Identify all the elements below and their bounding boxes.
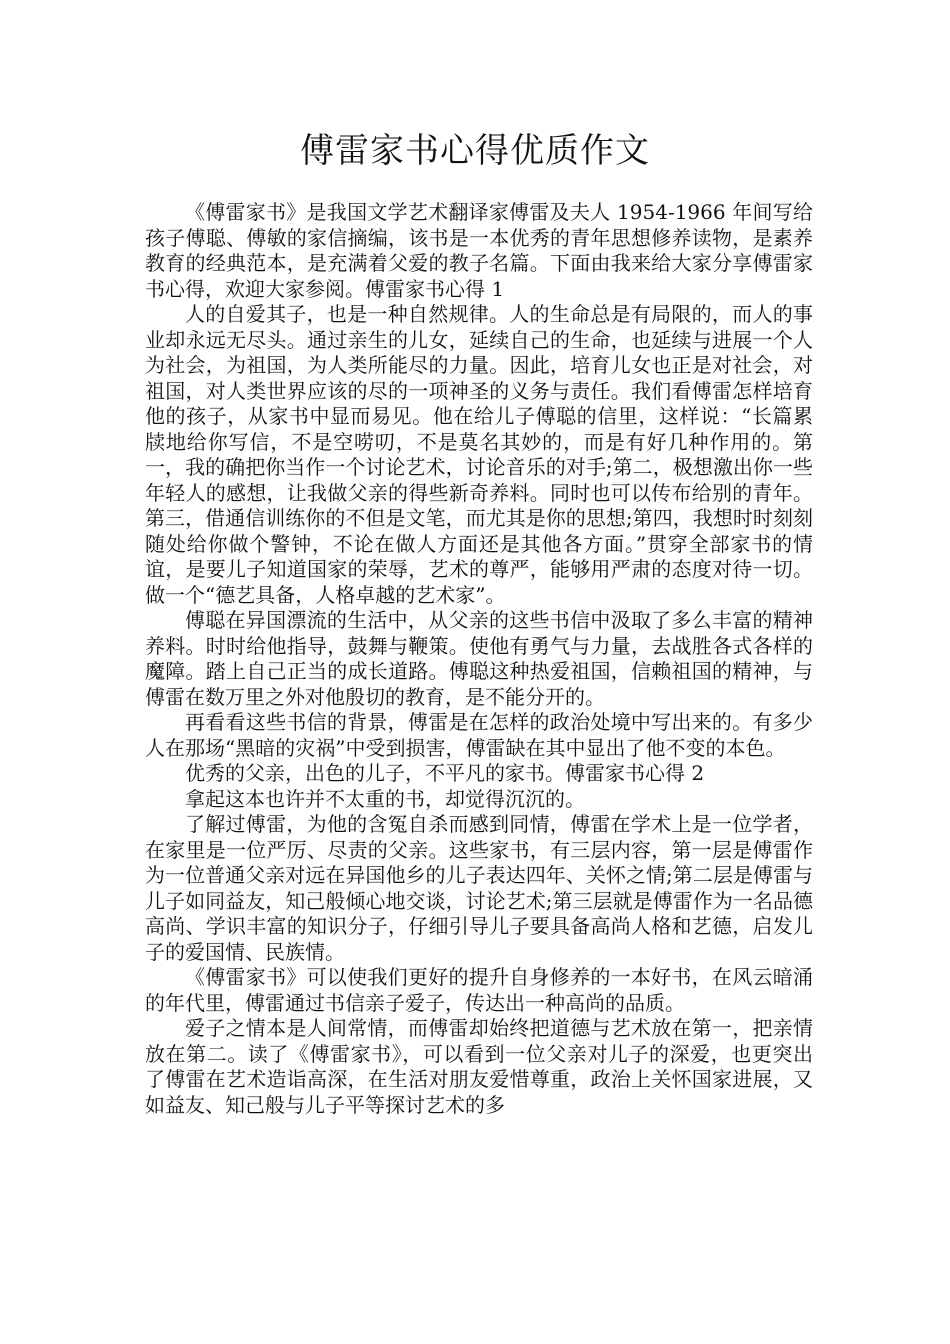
paragraph: 人的自爱其子，也是一种自然规律。人的生命总是有局限的，而人的事业却永远无尽头。通过亲生的儿女，延续自己的生命，也延续与进展一个人为社会，为祖国，为人类所能尽的力量。因此，培育儿女也正是对社会，对祖国，对人类世界应该的尽的一项神圣的义务与责任。我们看傅雷怎样培育他的孩子，从家书中显而易见。他在给儿子傅聪的信里，这样说：“长篇累牍地给你写信，不是空唠叨，不是莫名其妙的，而是有好几种作用的。第一，我的确把你当作一个讨论艺术，讨论音乐的对手;第二，极想激出你一些年轻人的感想，让我做父亲的得些新奇养料。同时也可以传布给别的青年。第三，借通信训练你的不但是文笔，而尤其是你的思想;第四，我想时时刻刻随处给你做个警钟，不论在做人方面还是其他各方面。”贯穿全部家书的情谊，是要儿子知道国家的荣辱，艺术的尊严，能够用严肃的态度对待一切。做一个“德艺具备，人格卓越的艺术家”。	[145, 302, 813, 607]
paragraph: 爱子之情本是人间常情，而傅雷却始终把道德与艺术放在第一，把亲情放在第二。读了《傅雷家书》，可以看到一位父亲对儿子的深爱，也更突出了傅雷在艺术造诣高深，在生活对朋友爱惜尊重，政治上关怀国家进展，又如益友、知己般与儿子平等探讨艺术的多	[145, 1016, 813, 1117]
paragraph: 《傅雷家书》是我国文学艺术翻译家傅雷及夫人 1954-1966 年间写给孩子傅聪、傅敏的家信摘编，该书是一本优秀的青年思想修养读物，是素养教育的经典范本，是充满着父爱的教子名篇。下面由我来给大家分享傅雷家书心得，欢迎大家参阅。傅雷家书心得 1	[145, 200, 813, 301]
paragraph: 《傅雷家书》可以使我们更好的提升自身修养的一本好书，在风云暗涌的年代里，傅雷通过书信亲子爱子，传达出一种高尚的品质。	[145, 965, 813, 1015]
document-body	[145, 200, 813, 1118]
paragraph: 傅聪在异国漂流的生活中，从父亲的这些书信中汲取了多么丰富的精神养料。时时给他指导，鼓舞与鞭策。使他有勇气与力量，去战胜各式各样的魔障。踏上自己正当的成长道路。傅聪这种热爱祖国，信赖祖国的精神，与傅雷在数万里之外对他殷切的教育，是不能分开的。	[145, 608, 813, 709]
paragraph: 优秀的父亲，出色的儿子，不平凡的家书。傅雷家书心得 2	[185, 761, 705, 785]
paragraph: 拿起这本也许并不太重的书，却觉得沉沉的。	[185, 786, 585, 811]
paragraph: 了解过傅雷，为他的含冤自杀而感到同情，傅雷在学术上是一位学者，在家里是一位严厉、尽责的父亲。这些家书，有三层内容，第一层是傅雷作为一位普通父亲对远在异国他乡的儿子表达四年、关怀之情;第二层是傅雷与儿子如同益友，知己般倾心地交谈，讨论艺术;第三层就是傅雷作为一名品德高尚、学识丰富的知识分子，仔细引导儿子要具备高尚人格和艺德，启发儿子的爱国情、民族情。	[145, 812, 813, 964]
paragraph: 再看看这些书信的背景，傅雷是在怎样的政治处境中写出来的。有多少人在那场“黑暗的灾祸”中受到损害，傅雷缺在其中显出了他不变的本色。	[145, 710, 813, 760]
document-title: 傅雷家书心得优质作文	[300, 131, 650, 171]
